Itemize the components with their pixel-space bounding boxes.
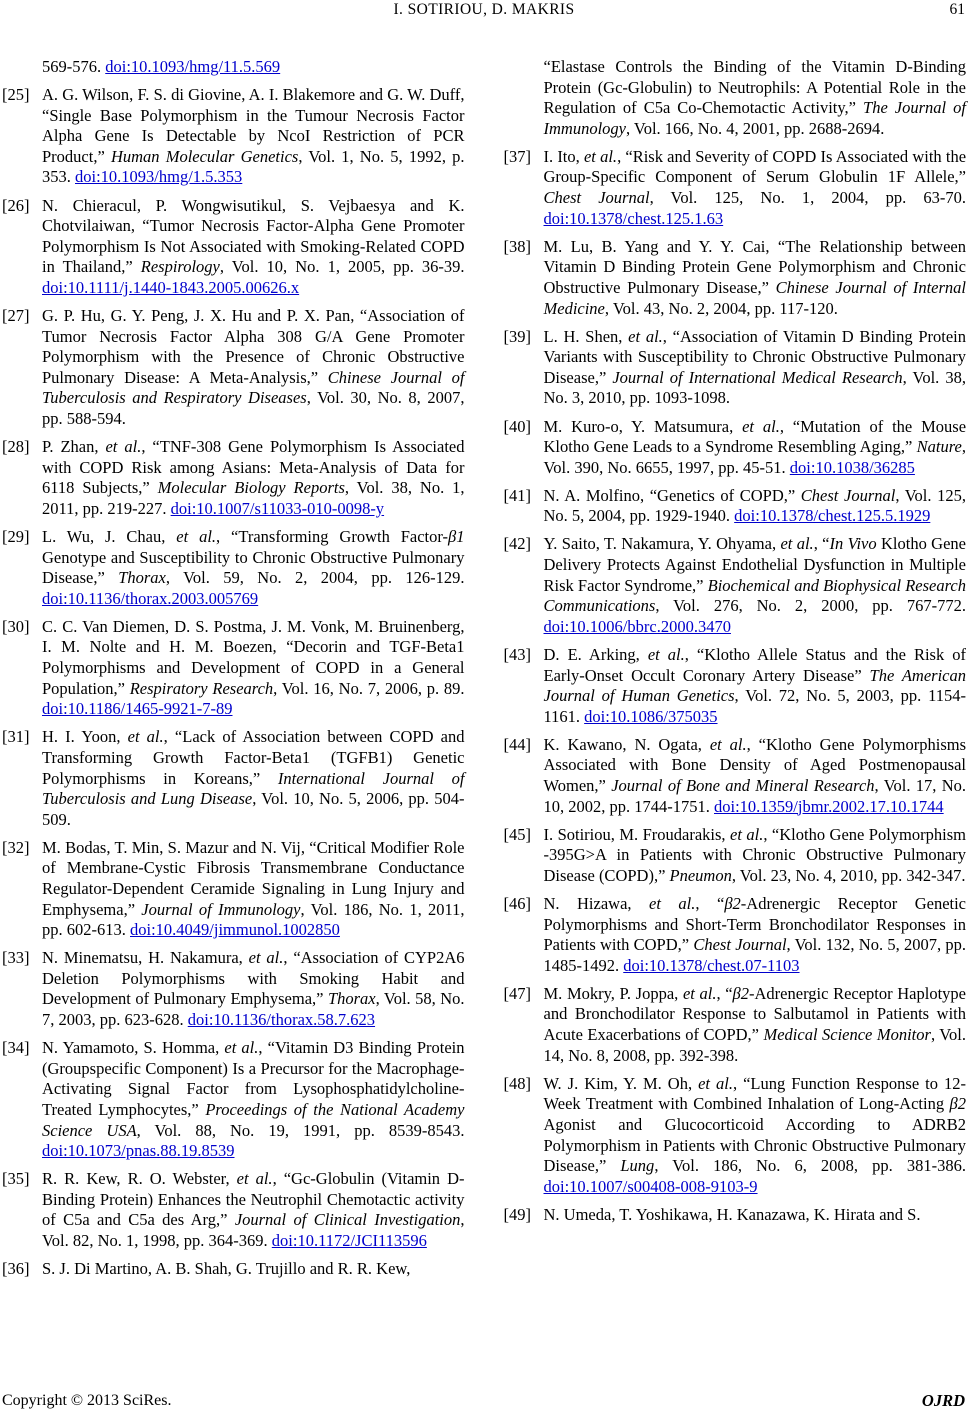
- doi-link[interactable]: doi:10.1007/s11033-010-0098-y: [170, 498, 385, 518]
- references-column-right: [504, 57, 967, 1287]
- reference-number: [37]: [503, 146, 531, 166]
- reference-text-segment: M. Lu, B. Yang and Y. Y. Cai, “The Relationship between Vitamin D Binding Protein Gene Polymorphism and Chronic Obstructive Pulmonary Disease,”: [543, 236, 966, 297]
- italic-text: Journal of Bone and Mineral Research: [611, 776, 875, 795]
- reference-number: [39]: [503, 326, 531, 346]
- reference-number: [43]: [503, 644, 531, 664]
- reference-item: [504, 984, 967, 1066]
- reference-item: [2, 727, 465, 830]
- italic-text: Respiratory Research: [129, 678, 274, 698]
- reference-text-segment: Klotho Gene Delivery Protects Against Endothelial Dysfunction in Multiple Risk Factor Syndrome,”: [543, 534, 966, 595]
- reference-text-segment: I. Sotiriou, M. Froudarakis,: [543, 824, 730, 844]
- reference-item: [2, 617, 465, 720]
- doi-link[interactable]: doi:10.1378/chest.125.5.1929: [734, 506, 931, 526]
- reference-text-segment: N. Yamamoto, S. Homma,: [42, 1038, 225, 1058]
- italic-text: et al.: [224, 1038, 259, 1058]
- reference-text-segment: C. C. Van Diemen, D. S. Postma, J. M. Vonk, M. Bruinenberg, I. M. Nolte and H. M. Boezen, “Decorin and TGF-Beta1 Polymorphisms and Development of COPD in a General Population,”: [42, 616, 465, 698]
- reference-text-segment: , Vol. 132, No. 5, 2007, pp. 1485-1492.: [543, 935, 966, 975]
- italic-text: et al.: [127, 727, 164, 747]
- reference-text: [544, 147, 967, 229]
- reference-text-segment: S. J. Di Martino, A. B. Shah, G. Trujillo and R. R. Kew,: [42, 1259, 411, 1279]
- italic-text: Chest Journal: [800, 485, 896, 505]
- doi-link[interactable]: doi:10.1136/thorax.2003.005769: [42, 588, 259, 608]
- reference-text-segment: 569-576.: [42, 57, 106, 76]
- reference-text-segment: M. Bodas, T. Min, S. Mazur and N. Vij, “Critical Modifier Role of Membrane-Cystic Fibrosis Transmembrane Conductance Regulator-Dependent Ceramide Signaling in Lung Injury and Emphysema,”: [42, 837, 465, 919]
- reference-text-segment: , Vol. 59, No. 2, 2004, pp. 126-129.: [165, 568, 465, 588]
- reference-text: [42, 1038, 465, 1162]
- reference-item: [2, 57, 465, 78]
- reference-text-segment: G. P. Hu, G. Y. Peng, J. X. Hu and P. X. Pan, “Association of Tumor Necrosis Factor Alpha 308 G/A Gene Promoter Polymorphism with the Presence of Chronic Obstructive Pulmonary Disease: A Meta-Analysis,”: [42, 306, 465, 387]
- reference-text-segment: , Vol. 14, No. 8, 2008, pp. 392-398.: [543, 1025, 967, 1065]
- italic-text: et al.: [105, 437, 142, 457]
- reference-text-segment: L. Wu, J. Chau,: [42, 526, 177, 546]
- reference-item: [504, 237, 967, 319]
- reference-text: [544, 486, 967, 527]
- reference-number: [27]: [2, 306, 30, 326]
- reference-text-segment: , Vol. 43, No. 2, 2004, pp. 117-120.: [604, 298, 838, 318]
- reference-text: [42, 85, 465, 188]
- italic-text: Medical Science Monitor: [763, 1025, 931, 1045]
- reference-text-segment: , “Klotho Allele Status and the Risk of Early-Onset Occult Coronary Artery Disease”: [543, 644, 966, 685]
- reference-text: [544, 534, 967, 637]
- reference-text-segment: P. Zhan,: [42, 437, 106, 457]
- reference-number: [44]: [503, 734, 531, 754]
- reference-text: [544, 825, 967, 887]
- reference-number: [42]: [503, 534, 531, 554]
- reference-text-segment: , Vol. 72, No. 5, 2003, pp. 1154-1161.: [543, 686, 966, 726]
- reference-text: [42, 527, 465, 609]
- doi-link[interactable]: doi:10.1378/chest.07-1103: [623, 955, 800, 975]
- reference-text-segment: Genotype and Susceptibility to Chronic Obstructive Pulmonary Disease,”: [42, 547, 465, 588]
- italic-text: Respirology: [140, 257, 220, 277]
- reference-text-segment: , Vol. 166, No. 4, 2001, pp. 2688-2694.: [625, 118, 885, 138]
- italic-text: Journal of Immunology: [141, 899, 301, 919]
- reference-text-segment: M. Mokry, P. Joppa,: [543, 983, 683, 1003]
- reference-number: [41]: [503, 485, 531, 505]
- reference-text-segment: , Vol. 10, No. 5, 2006, pp. 504-509.: [42, 789, 465, 829]
- reference-number: [2, 57, 42, 78]
- reference-text-segment: , “Mutation of the Mouse Klotho Gene Leads to a Syndrome Resembling Aging,”: [543, 416, 967, 457]
- italic-text: β2: [732, 983, 750, 1003]
- reference-item: [2, 196, 465, 299]
- reference-text: [544, 417, 967, 479]
- doi-link[interactable]: doi:10.1093/hmg/1.5.353: [75, 167, 243, 187]
- reference-text-segment: K. Kawano, N. Ogata,: [543, 734, 710, 754]
- reference-item: [504, 327, 967, 409]
- doi-link[interactable]: doi:10.4049/jimmunol.1002850: [130, 920, 340, 940]
- doi-link[interactable]: doi:10.1172/JCI113596: [271, 1230, 427, 1250]
- italic-text: Thorax: [327, 989, 376, 1009]
- reference-text: [544, 735, 967, 817]
- doi-link[interactable]: doi:10.1136/thorax.58.7.623: [187, 1010, 376, 1030]
- italic-text: International Journal of Tuberculosis and Lung Disease: [42, 768, 465, 809]
- reference-item: [2, 85, 465, 188]
- reference-number: [49]: [503, 1204, 531, 1224]
- doi-link[interactable]: doi:10.1086/375035: [584, 706, 718, 726]
- reference-text-segment: , Vol. 23, No. 4, 2010, pp. 342-347.: [731, 865, 966, 885]
- italic-text: et al.: [742, 416, 780, 436]
- reference-text-segment: , “Transforming Growth Factor-: [216, 526, 449, 546]
- reference-text: [544, 984, 967, 1066]
- reference-text-segment: , “Association of CYP2A6 Deletion Polymorphisms with Smoking Habit and Development of Pulmonary Emphysema,”: [42, 948, 465, 1009]
- reference-text-segment: , “Risk and Severity of COPD Is Associated with the Group-Specific Component of Serum Globulin 1F Allele,”: [543, 146, 967, 187]
- italic-text: Chinese Journal of Tuberculosis and Respiratory Diseases: [42, 367, 465, 408]
- doi-link[interactable]: doi:10.1359/jbmr.2002.17.10.1744: [714, 796, 944, 816]
- reference-text-segment: , “Lung Function Response to 12-Week Treatment with Combined Inhalation of Long-Acting: [543, 1073, 966, 1114]
- italic-text: Human Molecular Genetics: [110, 146, 299, 166]
- reference-number: [36]: [2, 1259, 30, 1279]
- reference-number: [25]: [2, 85, 30, 105]
- italic-text: et al.: [248, 948, 284, 968]
- reference-text: [42, 727, 465, 830]
- reference-number: [504, 57, 544, 139]
- reference-text-segment: , Vol. 1, No. 5, 1992, p. 353.: [42, 146, 465, 187]
- reference-number: [33]: [2, 948, 30, 968]
- reference-item: [504, 57, 967, 139]
- reference-text-segment: I. Ito,: [543, 146, 584, 166]
- reference-text-segment: , “TNF-308 Gene Polymorphism Is Associated with COPD Risk among Asians: Meta-Analysis of Data for 6118 Subjects,”: [42, 437, 465, 498]
- italic-text: Nature: [916, 437, 962, 457]
- reference-number: [38]: [503, 236, 531, 256]
- doi-link[interactable]: doi:10.1093/hmg/11.5.569: [105, 57, 281, 76]
- reference-text-segment: , Vol. 125, No. 1, 2004, pp. 63-70.: [649, 188, 966, 208]
- reference-text-segment: , Vol. 125, No. 5, 2004, pp. 1929-1940.: [543, 485, 966, 526]
- reference-number: [47]: [503, 983, 531, 1003]
- italic-text: et al.: [682, 983, 717, 1003]
- reference-item: [504, 1074, 967, 1198]
- reference-text-segment: , Vol. 82, No. 1, 1998, pp. 364-369.: [42, 1210, 465, 1250]
- reference-item: [504, 417, 967, 479]
- reference-text-segment: L. H. Shen,: [543, 326, 629, 346]
- reference-text: [42, 196, 465, 299]
- reference-text-segment: -Adrenergic Receptor Haplotype and Bronchodilator Response to Salbutamol in Patients with Acute Exacerbations of COPD,”: [543, 983, 966, 1045]
- references-column-left: [2, 57, 465, 1287]
- italic-text: et al.: [780, 534, 814, 554]
- italic-text: Biochemical and Biophysical Research Communications: [543, 575, 966, 616]
- reference-item: [2, 948, 465, 1030]
- italic-text: et al.: [709, 734, 747, 754]
- italic-text: β2: [724, 893, 741, 913]
- reference-item: [2, 437, 465, 519]
- doi-link[interactable]: doi:10.1111/j.1440-1843.2005.00626.x: [42, 277, 300, 297]
- reference-number: [28]: [2, 437, 30, 457]
- italic-text: β2: [949, 1094, 966, 1114]
- italic-text: Proceedings of the National Academy Science USA: [42, 1099, 465, 1140]
- italic-text: The American Journal of Human Genetics: [543, 665, 966, 706]
- italic-text: et al.: [583, 146, 618, 166]
- reference-text-segment: -Adrenergic Receptor Genetic Polymorphisms and Short-Term Bronchodilator Responses in Patients with COPD,”: [543, 893, 967, 955]
- doi-link[interactable]: doi:10.1186/1465-9921-7-89: [42, 699, 233, 719]
- italic-text: et al.: [647, 644, 685, 664]
- reference-text-segment: A. G. Wilson, F. S. di Giovine, A. I. Blakemore and G. W. Duff, “Single Base Polymorphism in the Tumour Necrosis Factor Alpha Gene Is Detectable by NcoI Restriction of PCR Product,”: [42, 85, 465, 166]
- reference-text-segment: N. Chieracul, P. Wongwisutikul, S. Vejbaesya and K. Chotvilaiwan, “Tumor Necrosis Factor-Alpha Gene Promoter Polymorphism Is Not Associated with Smoking-Related COPD in Thailand,”: [42, 195, 465, 277]
- reference-text-segment: W. J. Kim, Y. M. Oh,: [543, 1073, 699, 1093]
- reference-text-segment: Y. Saito, T. Nakamura, Y. Ohyama,: [543, 534, 781, 554]
- italic-text: Pneumon: [669, 865, 732, 885]
- references-columns: [2, 57, 966, 1287]
- reference-number: [35]: [2, 1169, 30, 1189]
- italic-text: et al.: [698, 1073, 733, 1093]
- reference-text-segment: N. Umeda, T. Yoshikawa, H. Kanazawa, K. Hirata and S.: [543, 1204, 921, 1224]
- reference-text: [544, 894, 967, 976]
- reference-text-segment: H. I. Yoon,: [42, 727, 128, 747]
- italic-text: The Journal of Immunology: [543, 98, 966, 138]
- reference-text-segment: , “Association of Vitamin D Binding Protein Variants with Susceptibility to Chronic Obstructive Pulmonary Disease,”: [543, 326, 967, 387]
- reference-number: [31]: [2, 727, 30, 747]
- reference-number: [45]: [503, 824, 531, 844]
- reference-text-segment: , Vol. 30, No. 8, 2007, pp. 588-594.: [42, 388, 465, 428]
- italic-text: et al.: [176, 526, 217, 546]
- reference-text-segment: , “Klotho Gene Polymorphism -395G>A in Patients with Chronic Obstructive Pulmonary Disease (COPD),”: [543, 824, 966, 885]
- reference-item: [504, 1205, 967, 1226]
- reference-text-segment: , Vol. 276, No. 2, 2000, pp. 767-772.: [655, 596, 966, 616]
- copyright-notice: Copyright © 2013 SciRes.: [2, 1392, 172, 1409]
- doi-link[interactable]: doi:10.1073/pnas.88.19.8539: [42, 1141, 235, 1161]
- reference-number: [30]: [2, 616, 30, 636]
- italic-text: et al.: [730, 824, 764, 844]
- reference-text: [544, 327, 967, 409]
- italic-text: Thorax: [118, 568, 166, 588]
- reference-text: [42, 437, 465, 519]
- reference-item: [2, 1169, 465, 1251]
- reference-text: [42, 617, 465, 720]
- reference-text: [544, 645, 967, 727]
- reference-text: [544, 1205, 967, 1226]
- reference-number: [46]: [503, 893, 531, 913]
- reference-text-segment: , Vol. 390, No. 6655, 1997, pp. 45-51.: [543, 437, 966, 477]
- reference-text-segment: , “: [716, 983, 733, 1003]
- reference-text: [42, 306, 465, 430]
- reference-number: [26]: [2, 195, 30, 215]
- italic-text: Chinese Journal of Internal Medicine: [543, 277, 967, 318]
- reference-text-segment: , Vol. 17, No. 10, 2002, pp. 1744-1751.: [543, 776, 966, 816]
- reference-text-segment: , Vol. 186, No. 1, 2011, pp. 602-613.: [42, 899, 465, 940]
- reference-text-segment: N. A. Molfino, “Genetics of COPD,”: [543, 485, 801, 505]
- reference-item: [504, 825, 967, 887]
- reference-text-segment: N. Hizawa,: [543, 893, 650, 913]
- reference-text-segment: , “Gc-Globulin (Vitamin D-Binding Protein) Enhances the Neutrophil Chemotactic activity of C5a and C5a des Arg,”: [42, 1169, 465, 1230]
- reference-item: [504, 147, 967, 229]
- reference-text-segment: D. E. Arking,: [543, 644, 648, 664]
- reference-text-segment: N. Minematsu, H. Nakamura,: [42, 948, 249, 968]
- doi-link[interactable]: doi:10.1378/chest.125.1.63: [543, 208, 724, 228]
- reference-text-segment: , Vol. 38, No. 1, 2011, pp. 219-227.: [42, 478, 465, 518]
- reference-item: [2, 1259, 465, 1280]
- reference-item: [2, 527, 465, 609]
- reference-text-segment: , “Vitamin D3 Binding Protein (Groupspecific Component) Is a Precursor for the Macrophage-Activating Signal Factor from Lysophosphatidylcholine-Treated Lymphocytes,”: [42, 1038, 465, 1119]
- italic-text: et al.: [649, 893, 696, 913]
- reference-text-segment: , Vol. 10, No. 1, 2005, pp. 36-39.: [219, 257, 465, 277]
- reference-number: [34]: [2, 1038, 30, 1058]
- reference-text-segment: R. R. Kew, R. O. Webster,: [42, 1169, 237, 1189]
- italic-text: In Vivo: [829, 534, 877, 554]
- italic-text: Lung: [620, 1156, 655, 1176]
- reference-text-segment: , “Klotho Gene Polymorphisms Associated with Bone Density of Aged Postmenopausal Women,”: [543, 734, 966, 795]
- reference-text: [544, 237, 967, 319]
- italic-text: Chest Journal: [543, 188, 650, 208]
- reference-number: [32]: [2, 837, 30, 857]
- italic-text: Molecular Biology Reports: [157, 478, 345, 498]
- reference-text: [42, 1259, 465, 1280]
- reference-text-segment: “Elastase Controls the Binding of the Vitamin D-Binding Protein (Gc-Globulin) to Neutrophils: A Potential Role in the Regulation of C5a Co-Chemotactic Activity,”: [543, 57, 966, 118]
- reference-text: [544, 1074, 967, 1198]
- italic-text: Journal of International Medical Research: [612, 367, 903, 387]
- doi-link[interactable]: doi:10.1006/bbrc.2000.3470: [543, 616, 731, 636]
- reference-item: [2, 306, 465, 430]
- reference-item: [2, 838, 465, 941]
- reference-text-segment: M. Kuro-o, Y. Matsumura,: [543, 416, 743, 436]
- reference-number: [40]: [503, 416, 531, 436]
- reference-text: [544, 57, 967, 139]
- reference-number: [29]: [2, 526, 30, 546]
- reference-number: [48]: [503, 1073, 531, 1093]
- doi-link[interactable]: doi:10.1038/36285: [789, 457, 915, 477]
- reference-text-segment: , Vol. 38, No. 3, 2010, pp. 1093-1098.: [543, 367, 966, 408]
- reference-text-segment: , “: [695, 893, 725, 913]
- doi-link[interactable]: doi:10.1007/s00408-008-9103-9: [543, 1176, 758, 1196]
- reference-text: [42, 838, 465, 941]
- reference-text-segment: , “Lack of Association between COPD and Transforming Growth Factor-Beta1 (TGFB1) Genetic Polymorphisms in Koreans,”: [42, 727, 465, 788]
- journal-abbreviation: OJRD: [921, 1391, 965, 1410]
- reference-item: [504, 645, 967, 727]
- reference-text-segment: Agonist and Glucocorticoid According to ADRB2 Polymorphism in Patients with Chronic Obstructive Pulmonary Disease,”: [543, 1114, 966, 1176]
- reference-item: [504, 534, 967, 637]
- reference-text: [42, 57, 465, 78]
- page-number: 61: [949, 1, 965, 18]
- reference-item: [2, 1038, 465, 1162]
- reference-text-segment: , “: [813, 534, 830, 554]
- reference-item: [504, 894, 967, 976]
- reference-text-segment: , Vol. 58, No. 7, 2003, pp. 623-628.: [42, 989, 465, 1030]
- reference-text: [42, 948, 465, 1030]
- reference-text-segment: , Vol. 88, No. 19, 1991, pp. 8539-8543.: [136, 1120, 465, 1140]
- reference-text-segment: , Vol. 186, No. 6, 2008, pp. 381-386.: [654, 1156, 966, 1176]
- running-title: I. SOTIRIOU, D. MAKRIS: [393, 1, 575, 18]
- italic-text: et al.: [236, 1169, 273, 1189]
- italic-text: Chest Journal: [693, 935, 787, 955]
- italic-text: et al.: [628, 326, 663, 346]
- reference-text: [42, 1169, 465, 1251]
- italic-text: Journal of Clinical Investigation: [234, 1210, 461, 1230]
- italic-text: β1: [448, 526, 465, 546]
- reference-text-segment: , Vol. 16, No. 7, 2006, p. 89.: [273, 678, 465, 698]
- reference-item: [504, 486, 967, 527]
- reference-item: [504, 735, 967, 817]
